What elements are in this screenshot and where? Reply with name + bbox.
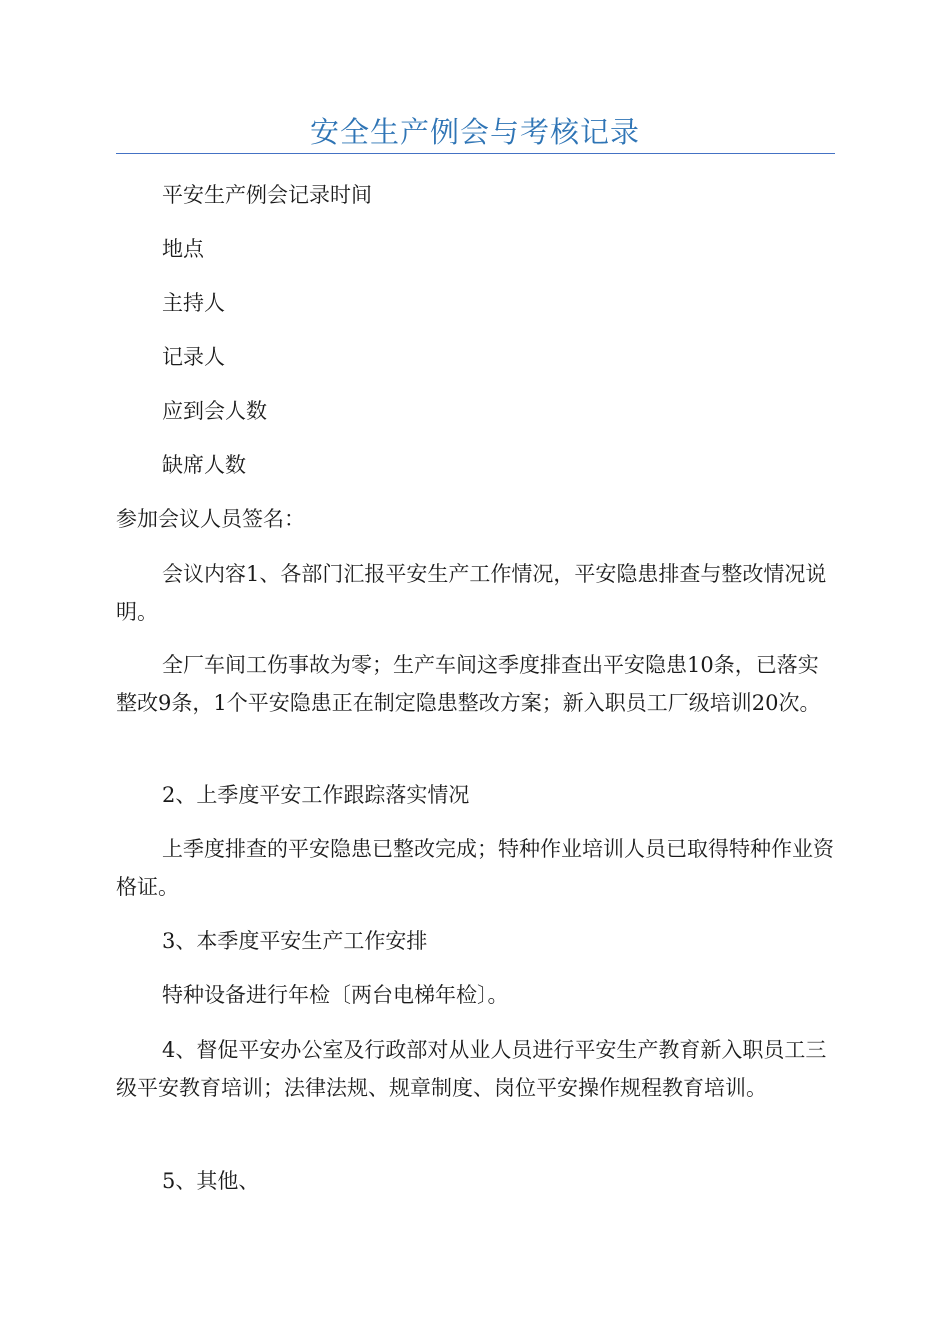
content-item-3: 3、本季度平安生产工作安排 xyxy=(162,929,428,953)
expected-attendees-label: 应到会人数 xyxy=(162,399,267,423)
document-title: 安全生产例会与考核记录 xyxy=(309,115,640,149)
content-item-1: 会议内容1、各部门汇报平安生产工作情况，平安隐患排查与整改情况说明。 xyxy=(116,562,827,624)
title-underline xyxy=(116,153,835,154)
content-item-4: 4、督促平安办公室及行政部对从业人员进行平安生产教育新入职员工三级平安教育培训；法律法规、规章制度、岗位平安操作规程教育培训。 xyxy=(116,1038,827,1100)
content-item-2-detail: 上季度排查的平安隐患已整改完成；特种作业培训人员已取得特种作业资格证。 xyxy=(116,837,834,899)
meeting-time-label: 平安生产例会记录时间 xyxy=(162,183,372,207)
content-item-3-detail: 特种设备进行年检〔两台电梯年检〕。 xyxy=(162,983,509,1007)
recorder-label: 记录人 xyxy=(162,345,225,369)
location-label: 地点 xyxy=(162,237,204,261)
absent-count-label: 缺席人数 xyxy=(162,453,246,477)
attendee-signature-label: 参加会议人员签名： xyxy=(116,507,305,531)
host-label: 主持人 xyxy=(162,291,225,315)
content-item-5: 5、其他、 xyxy=(162,1169,260,1193)
content-item-1-detail: 全厂车间工伤事故为零；生产车间这季度排查出平安隐患10条，已落实整改9条，1个平安隐患正在制定隐患整改方案；新入职员工厂级培训20次。 xyxy=(116,653,821,715)
content-item-2: 2、上季度平安工作跟踪落实情况 xyxy=(162,783,470,807)
